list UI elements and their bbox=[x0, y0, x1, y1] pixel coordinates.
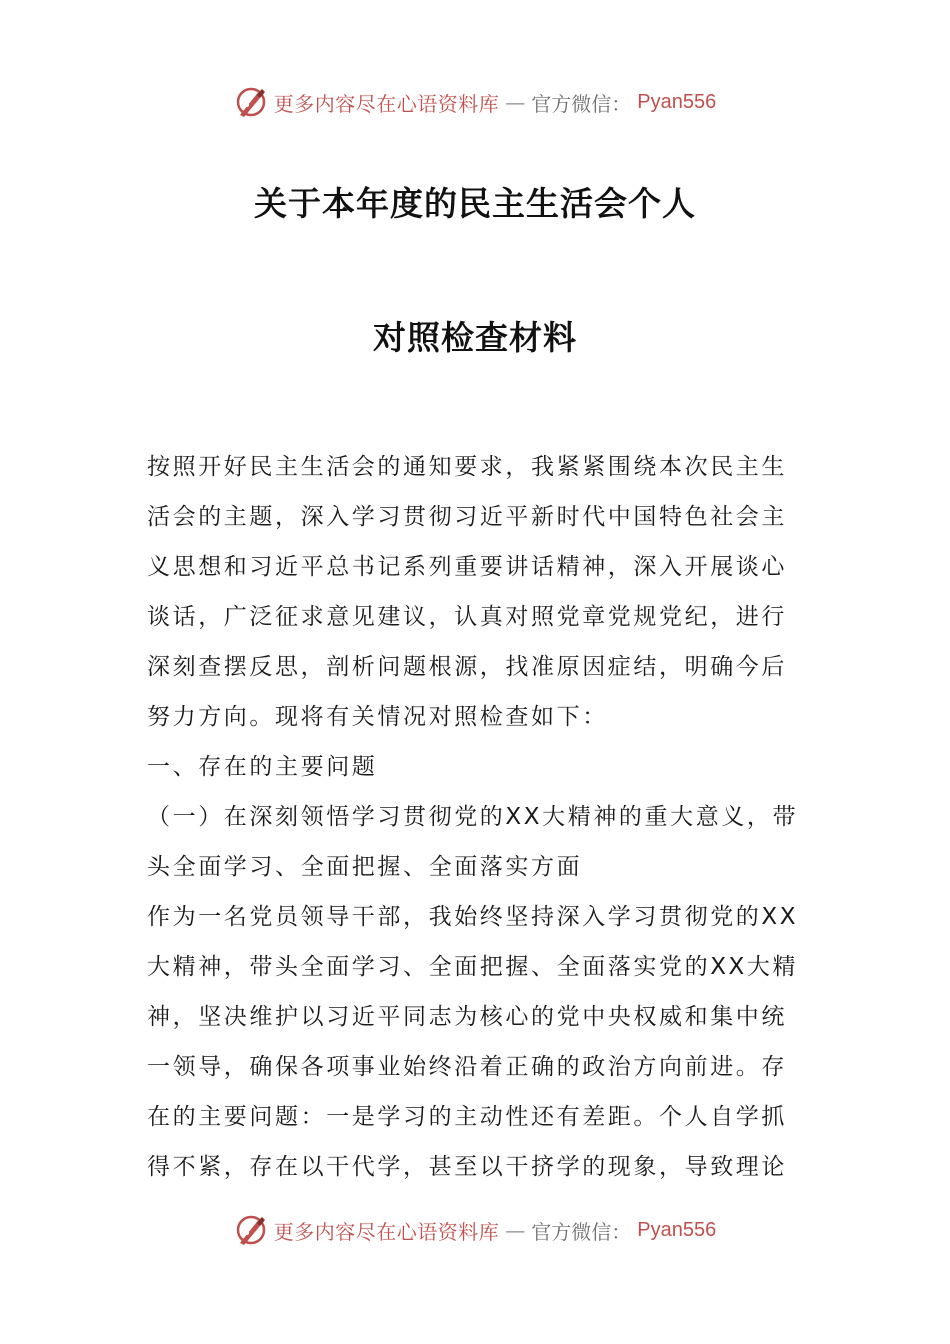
pen-logo-icon bbox=[234, 85, 268, 119]
document-title-line-1: 关于本年度的民主生活会个人 bbox=[254, 184, 696, 223]
subsection-heading: 头全面学习、全面把握、全面落实方面 bbox=[147, 854, 583, 880]
pen-logo-icon bbox=[234, 1213, 268, 1247]
body-line: 一领导，确保各项事业始终沿着正确的政治方向前进。存 bbox=[147, 1054, 787, 1080]
body-line: 活会的主题，深入学习贯彻习近平新时代中国特色社会主 bbox=[147, 504, 787, 530]
footer-watermark bbox=[0, 1212, 950, 1248]
watermark-contact-id: Pyan556 bbox=[637, 1218, 717, 1241]
body-line: 按照开好民主生活会的通知要求，我紧紧围绕本次民主生 bbox=[147, 454, 787, 480]
header-watermark bbox=[0, 84, 950, 120]
watermark-contact-label: 官方微信： bbox=[531, 91, 632, 116]
subsection-heading: （一）在深刻领悟学习贯彻党的XX大精神的重大意义，带 bbox=[147, 804, 799, 830]
body-line: 努力方向。现将有关情况对照检查如下： bbox=[147, 704, 608, 730]
watermark-separator: — bbox=[505, 1218, 526, 1242]
body-line: 神，坚决维护以习近平同志为核心的党中央权威和集中统 bbox=[147, 1004, 787, 1030]
body-line: 谈话，广泛征求意见建议，认真对照党章党规党纪，进行 bbox=[147, 604, 787, 630]
section-heading: 一、存在的主要问题 bbox=[147, 754, 378, 780]
watermark-contact-id: Pyan556 bbox=[637, 90, 717, 113]
body-line: 义思想和习近平总书记系列重要讲话精神，深入开展谈心 bbox=[147, 554, 787, 580]
body-line: 在的主要问题：一是学习的主动性还有差距。个人自学抓 bbox=[147, 1104, 787, 1130]
body-line: 得不紧，存在以干代学，甚至以干挤学的现象，导致理论 bbox=[147, 1154, 787, 1180]
document-title-line-2: 对照检查材料 bbox=[373, 318, 577, 357]
watermark-separator: — bbox=[505, 90, 526, 114]
document-body bbox=[147, 442, 809, 1192]
body-line: 作为一名党员领导干部，我始终坚持深入学习贯彻党的XX bbox=[147, 904, 799, 930]
watermark-contact-label: 官方微信： bbox=[531, 1219, 632, 1244]
body-line: 深刻查摆反思，剖析问题根源，找准原因症结，明确今后 bbox=[147, 654, 787, 680]
body-line: 大精神，带头全面学习、全面把握、全面落实党的XX大精 bbox=[147, 954, 799, 980]
watermark-text: 更多内容尽在心语资料库 bbox=[273, 1219, 500, 1244]
watermark-text: 更多内容尽在心语资料库 bbox=[273, 91, 500, 116]
